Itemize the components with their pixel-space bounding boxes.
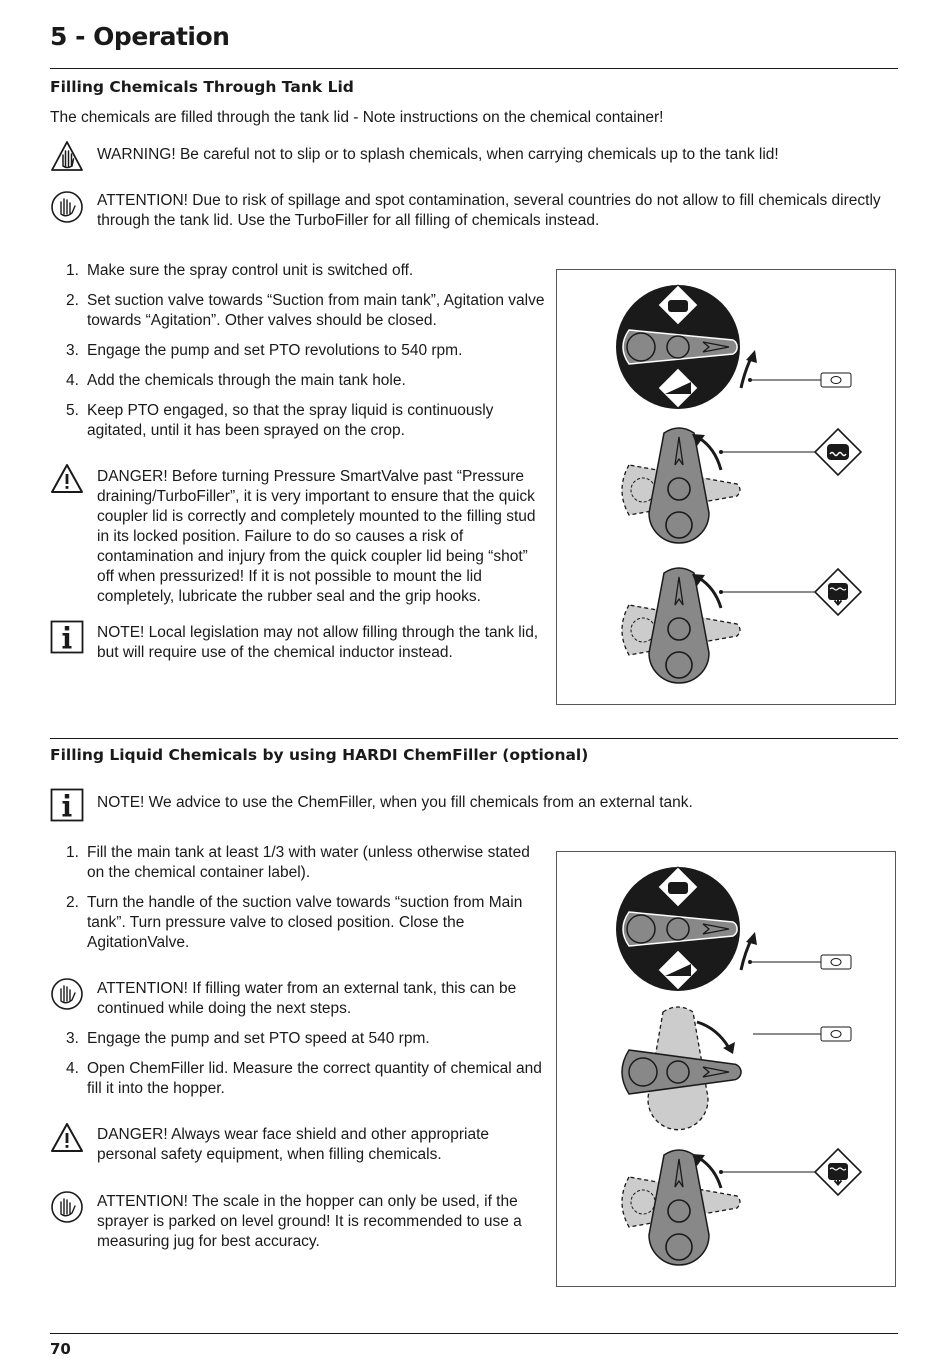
hand-pointing-icon <box>50 190 84 224</box>
valve-diagram <box>557 270 895 704</box>
list-item: 3. Engage the pump and set PTO revolutions to 540 rpm. <box>66 342 463 359</box>
hand-pointing-icon <box>50 1190 84 1224</box>
danger-triangle-icon <box>50 462 84 496</box>
list-item: 2. Turn the handle of the suction valve towards “suction from Main tank”. Turn pressure valve to closed position. Close the AgitationValve. <box>66 894 523 951</box>
info-icon <box>50 620 84 654</box>
list-item: 3. Engage the pump and set PTO speed at 540 rpm. <box>66 1030 430 1047</box>
section2-note: NOTE! We advice to use the ChemFiller, when you fill chemicals from an external tank. <box>97 794 693 811</box>
section2-danger: DANGER! Always wear face shield and other appropriate personal safety equipment, when filling chemicals. <box>97 1126 490 1163</box>
valve-diagram <box>557 852 895 1286</box>
list-item: 5. Keep PTO engaged, so that the spray liquid is continuously agitated, until it has been sprayed on the crop. <box>66 402 494 439</box>
list-item: 1. Fill the main tank at least 1/3 with water (unless otherwise stated on the chemical container label). <box>66 844 530 881</box>
hand-pointing-icon <box>50 977 84 1011</box>
list-item: 4. Add the chemicals through the main tank hole. <box>66 372 406 389</box>
section2-steps-a <box>50 843 550 963</box>
section1-danger: DANGER! Before turning Pressure SmartValve past “Pressure draining/TurboFiller”, it is very important to ensure that the quick coupler lid is correctly and completely mounted to the filling stud in its locked position. Failure to do so causes a risk of contamination and injury from the quick coupler lid being “shot” off when pressurized! If it is not possible to mount the lid completely, lubricate the rubber seal and the grip hooks. <box>97 468 536 605</box>
chapter-title: 5 - Operation <box>50 22 230 51</box>
section1-heading: Filling Chemicals Through Tank Lid <box>50 78 354 96</box>
list-item: 2. Set suction valve towards “Suction from main tank”, Agitation valve towards “Agitation”. Other valves should be closed. <box>66 292 545 329</box>
section2-attention-2: ATTENTION! The scale in the hopper can only be used, if the sprayer is parked on level ground! It is recommended to use a measuring jug for best accuracy. <box>97 1193 522 1250</box>
section1-note: NOTE! Local legislation may not allow filling through the tank lid, but will require use of the chemical inductor instead. <box>97 624 539 661</box>
section1-steps <box>50 261 550 451</box>
valve-figure-2 <box>556 851 896 1287</box>
section2-heading: Filling Liquid Chemicals by using HARDI ChemFiller (optional) <box>50 746 589 764</box>
danger-triangle-icon <box>50 1121 84 1155</box>
section1-warning: WARNING! Be careful not to slip or to splash chemicals, when carrying chemicals up to the tank lid! <box>97 146 779 163</box>
page-number: 70 <box>50 1340 71 1358</box>
section1-intro: The chemicals are filled through the tank lid - Note instructions on the chemical container! <box>50 109 664 126</box>
list-item: 4. Open ChemFiller lid. Measure the correct quantity of chemical and fill it into the hopper. <box>66 1060 542 1097</box>
footer-rule <box>50 1333 898 1334</box>
valve-figure-1 <box>556 269 896 705</box>
list-item: 1. Make sure the spray control unit is switched off. <box>66 262 414 279</box>
section2-attention-1: ATTENTION! If filling water from an external tank, this can be continued while doing the next steps. <box>97 980 517 1017</box>
section2-steps-b <box>50 1029 550 1109</box>
section1-attention-line1: ATTENTION! Due to risk of spillage and spot contamination, several countries do not allow to fill chemicals directly <box>97 192 881 209</box>
hand-stop-icon <box>50 140 84 174</box>
section1-attention-line2: through the tank lid. Use the TurboFiller for all filling of chemicals instead. <box>97 212 600 229</box>
section1-attention <box>97 191 897 231</box>
section-rule <box>50 738 898 739</box>
info-icon <box>50 788 84 822</box>
header-rule <box>50 68 898 69</box>
